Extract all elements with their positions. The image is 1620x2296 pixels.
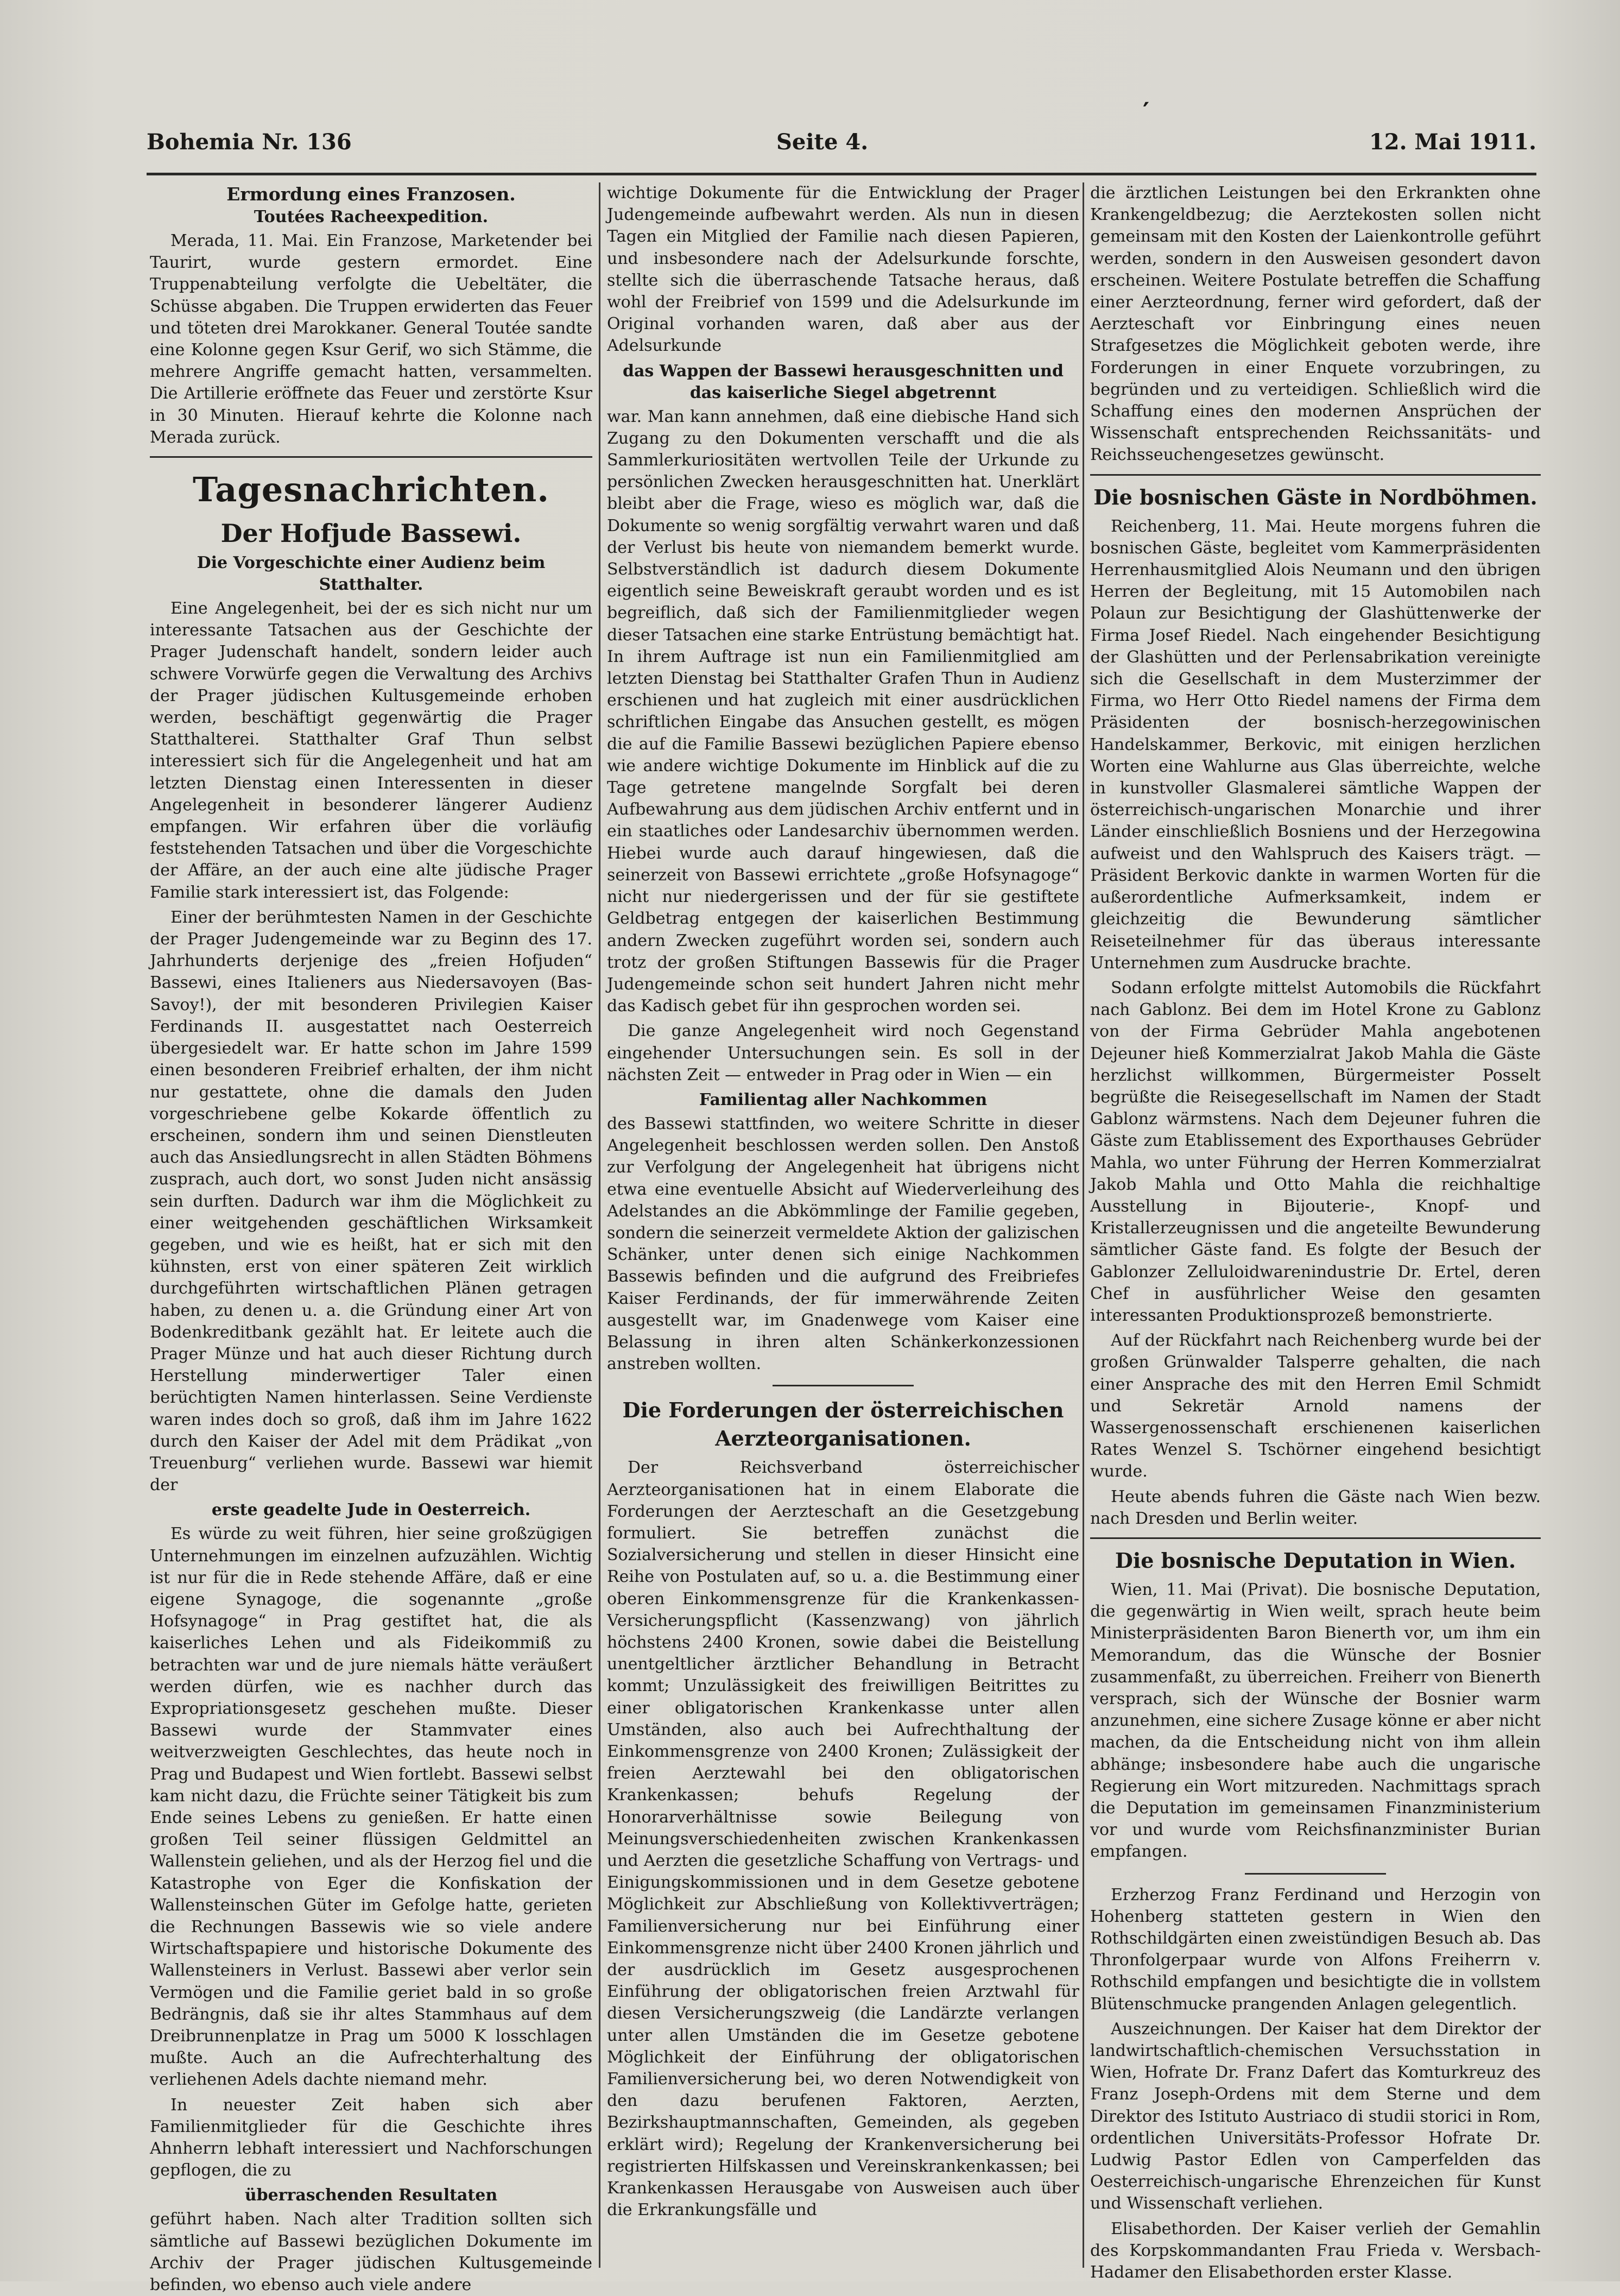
article-text: wichtige Dokumente für die Entwicklung der Prager Judengemeinde aufbewahrt werden. Als nun in diesen Tagen ein Mitglied der Familie nach diesen Papieren, und insbesondere nach der Adelsurkunde forschte, stellte sich die überraschende Tatsache heraus, daß wohl der Freibrief von 1599 und die Adelsurkunde im Original vorhanden waren, daß aber aus der Adelsurkunde	[607, 184, 1079, 356]
article-title-bosnische-gaeste: Die bosnischen Gäste in Nordböhmen.	[1093, 484, 1537, 509]
article-text: Wien, 11. Mai (Privat). Die bosnische Deputation, die gegenwärtig in Wien weilt, sprach heute beim Ministerpräsidenten Baron Bienerth vor, um ihm ein Memorandum, das die Wünsche der Bosnier zusammenfaßt, zu überreichen. Freiherr von Bienerth versprach, sich der Wünsche der Bosnier warm anzunehmen, eine sichere Zusage könne er aber nicht machen, da die Entscheidung nicht von ihm allein abhänge; insbesondere habe auch die ungarische Regierung ein Wort mitzureden. Nachmittags sprach die Deputation im gemeinsamen Finanzministerium vor und wurde vom Reichsfinanzminister Burian empfangen.	[1090, 1580, 1541, 1862]
article-text: In neuester Zeit haben sich aber Familienmitglieder für die Geschichte ihres Ahnherrn lebhaft interessiert und Nachforschungen gepflogen, die zu	[150, 2095, 592, 2180]
section-rule	[150, 456, 592, 458]
article-text: Elisabethorden. Der Kaiser verlieh der Gemahlin des Korpskommandanten Frau Frieda v. Wersbach-Hadamer den Elisabethorden erster Klasse.	[1090, 2219, 1541, 2282]
article-text: Die ganze Angelegenheit wird noch Gegenstand eingehender Untersuchungen sein. Es soll in der nächsten Zeit — entweder in Prag oder in Wien — ein	[607, 1021, 1079, 1084]
article-subtitle-ermordung: Toutées Racheexpedition.	[254, 207, 489, 226]
article-text: des Bassewi stattfinden, wo weitere Schritte in dieser Angelegenheit beschlossen werden sollen. Den Anstoß zur Verfolgung der Angelegenheit hat übrigens nicht etwa eine eventuelle Absicht auf Wiederverleihung des Adelstandes an die Abkömmlinge der Familie gegeben, sondern die seinerzeit vermeldete Aktion der galizischen Schänker, unter denen sich einige Nachkommen Bassewis befinden und die aufgrund des Freibriefes Kaiser Ferdinands, der für immerwährende Zeiten ausgestellt war, im Gnadenwege vom Kaiser eine Belassung in ihren alten Schänkerkonzessionen anstreben wollten.	[607, 1114, 1079, 1374]
article-text: Der Reichsverband österreichischer Aerzteorganisationen hat in einem Elaborate die Forderungen der Aerzteschaft an die Gesetzgebung formuliert. Sie betreffen zunächst die Sozialversicherung und stellen in dieser Hinsicht eine Reihe von Postulaten auf, so u. a. die Bestimmung einer oberen Einkommensgrenze für die Krankenkassen-Versicherungspflicht (Kassenzwang) von jährlich höchstens 2400 Kronen, sowie dabei die Beistellung unentgeltlicher ärztlicher Behandlung in Betracht kommt; Unzulässigkeit des freiwilligen Beitrittes zu einer obligatorischen Krankenkasse unter allen Umständen, also auch bei Aufrechthaltung der Einkommensgrenze von 2400 Kronen; Zulässigkeit der freien Aerztewahl bei den obligatorischen Krankenkassen; behufs Regelung der Honorarverhältnisse sowie Beilegung von Meinungsverschiedenheiten zwischen Krankenkassen und Aerzten die gesetzliche Schaffung von Vertrags- und Einigungskommissionen und in dem Gesetze gebotene Möglichkeit zur Abschließung von Kollektivverträgen; Familienversicherung nur bei Einführung einer Einkommensgrenze nicht über 2400 Kronen jährlich und der ausdrücklich im Gesetz ausgesprochenen Einführung der obligatorischen freien Arztwahl für diesen Versicherungszweig (die Landärzte verlangen unter allen Umständen die im Gesetze gebotene Möglichkeit der Einführung der obligatorischen Familienversicherung bei, wo deren Notwendigkeit von den dazu berufenen Faktoren, Aerzten, Bezirkshauptmannschaften, Gemeinden, als gegeben erklärt wird); Regelung der Krankenversicherung bei registrierten Hilfskassen und Vereinskrankenkassen; bei Krankenkassen Herausgabe von Ausweisen auch über die Erkrankungsfälle und	[607, 1458, 1079, 2220]
page-header	[147, 129, 1536, 167]
article-emphasis: Familientag aller Nachkommen	[699, 1090, 988, 1109]
article-text: Heute abends fuhren die Gäste nach Wien bezw. nach Dresden und Berlin weiter.	[1090, 1487, 1541, 1528]
article-title-bassewi: Der Hofjude Bassewi.	[220, 519, 522, 548]
article-text: Einer der berühmtesten Namen in der Geschichte der Prager Judengemeinde war zu Beginn des 17. Jahrhunderts derjenige des „freien Hofjuden“ Bassewi, eines Italieners aus Niedersavoyen (Bas-Savoy!), der mit besonderen Privilegien Kaiser Ferdinands II. ausgestattet nach Oesterreich übergesiedelt war. Er hatte schon im Jahre 1599 einen besonderen Freibrief erhalten, der ihm nicht nur gestattete, ohne die damals den Juden vorgeschriebene gelbe Kokarde öffentlich zu erscheinen, sondern ihm und seinen Dienstleuten auch das Ansiedlungsrecht in allen Städten Böhmens zusprach, auch dort, wo sonst Juden nicht ansässig sein durften. Dadurch war ihm die Möglichkeit zu einer weitgehenden geschäftlichen Wirksamkeit gegeben, und wie es heißt, hat er sich mit den kühnsten, erst von einer späteren Zeit wirklich durchgeführten wirtschaftlichen Plänen getragen haben, zu denen u. a. die Gründung einer Art von Bodenkreditbank gezählt hat. Er leitete auch die Prager Münze und hat auch dieser Richtung durch Herstellung minderwertiger Taler einen berüchtigten Namen hinterlassen. Seine Verdienste waren indes doch so groß, daß ihm im Jahre 1622 durch den Kaiser der Adel mit dem Prädikat „von Treuenburg“ verliehen wurde. Bassewi war hiemit der	[150, 907, 592, 1495]
column-divider-2	[1083, 182, 1084, 2268]
section-title: Tagesnachrichten.	[193, 470, 549, 510]
article-text: Erzherzog Franz Ferdinand und Herzogin von Hohenberg statteten gestern in Wien den Rothschildgärten einen zweistündigen Besuch ab. Das Thronfolgerpaar wurde von Alfons Freiherrn v. Rothschild empfangen und besichtigte die in vollstem Blütenschmucke prangenden Anlagen gelegentlich.	[1090, 1885, 1541, 2014]
section-rule	[1090, 474, 1541, 476]
column-3	[1090, 182, 1541, 2282]
article-text: die ärztlichen Leistungen bei den Erkrankten ohne Krankengeldbezug; die Aerztekosten sollen nicht gemeinsam mit den Kosten der Laienkontrolle geführt werden, sondern in den Ausweisen gesondert davon erscheinen. Weitere Postulate betreffen die Schaffung einer Aerzteordnung, ferner wird gefordert, daß der Aerzteschaft vor Einbringung eines neuen Strafgesetzes die Möglichkeit geboten werde, ihre Forderungen in einer Enquete vorzubringen, zu begründen und zu verteidigen. Schließlich wird die Schaffung eines den modernen Ansprüchen der Wissenschaft entsprechenden Reichssanitäts- und Reichsseuchengesetzes gewünscht.	[1090, 184, 1541, 465]
article-text: Sodann erfolgte mittelst Automobils die Rückfahrt nach Gablonz. Bei dem im Hotel Krone zu Gablonz von der Firma Gebrüder Mahla angebotenen Dejeuner hieß Kommerzialrat Jakob Mahla die Gäste herzlichst willkommen, Bürgermeister Posselt begrüßte die Reisegesellschaft im Namen der Stadt Gablonz wärmstens. Nach dem Dejeuner fuhren die Gäste zum Etablissement des Exporthauses Gebrüder Mahla, wo unter Führung der Herren Kommerzialrat Jakob Mahla und Otto Mahla die reichhaltige Ausstellung in Bijouterie-, Knopf- und Kristallerzeugnissen und die angeteilte Bewunderung sämtlicher Gäste fand. Es folgte der Besuch der Gablonzer Zelluloidwarenindustrie Dr. Ertel, deren Chef in ausführlicher Weise den gesamten interessanten Produktionsprozeß bemonstrierte.	[1090, 978, 1541, 1325]
article-title-bosnische-deputation: Die bosnische Deputation in Wien.	[1115, 1548, 1516, 1573]
separator-rule	[1245, 1873, 1386, 1875]
section-rule	[1090, 1537, 1541, 1539]
column-2	[607, 182, 1079, 2268]
article-title-ermordung: Ermordung eines Franzosen.	[226, 184, 516, 205]
article-emphasis: das Wappen der Bassewi herausgeschnitten und das kaiserliche Siegel abgetrennt	[623, 361, 1064, 402]
article-text: Reichenberg, 11. Mai. Heute morgens fuhren die bosnischen Gäste, begleitet vom Kammerpräsidenten Herrenhausmitglied Alois Neumann und den übrigen Herren der Begleitung, mit 15 Automobilen nach Polaun zur Besichtigung der Glashüttenwerke der Firma Josef Riedel. Nach eingehender Besichtigung der Glashütten und der Perlensabrikation vereinigte sich die Gesellschaft in dem Musterzimmer der Firma, wo Herr Otto Riedel namens der Firma dem Präsidenten der bosnisch-herzegowinischen Handelskammer, Berkovic, mit einigen herzlichen Worten eine Wahlurne aus Glas überreichte, welche in kunstvoller Glasmalerei sämtliche Wappen der österreichisch-ungarischen Monarchie und ihrer Länder einschließlich Bosniens und der Herzegowina aufweist und den Wahlspruch des Kaisers trägt. — Präsident Berkovic dankte in warmen Worten für die außerordentliche Aufmerksamkeit, indem er gleichzeitig die Bewunderung sämtlicher Reiseteilnehmer für das überaus interessante Unternehmen zum Ausdrucke brachte.	[1090, 516, 1541, 973]
column-divider-1	[599, 182, 600, 2268]
article-subtitle-bassewi: Die Vorgeschichte einer Audienz beim Statthalter.	[197, 553, 546, 595]
separator-rule	[773, 1385, 914, 1386]
header-page-number: Seite 4.	[776, 129, 869, 155]
column-1	[150, 182, 592, 2295]
article-emphasis: erste geadelte Jude in Oesterreich.	[211, 1500, 531, 1520]
article-text: Eine Angelegenheit, bei der es sich nicht nur um interessante Tatsachen aus der Geschichte der Prager Judenschaft handelt, sondern leider auch schwere Vorwürfe gegen die Verwaltung des Archivs der Prager jüdischen Kultusgemeinde erhoben werden, beschäftigt gegenwärtig die Prager Statthalterei. Statthalter Graf Thun selbst interessiert sich für die Angelegenheit und hat am letzten Dienstag einen Interessenten in dieser Angelegenheit in besonderer längerer Audienz empfangen. Wir erfahren über die vorläufig feststehenden Tatsachen und über die Vorgeschichte der Affäre, an der auch eine alte jüdische Prager Familie stark interessiert ist, das Folgende:	[150, 599, 592, 902]
ink-mark: ′	[1143, 97, 1150, 126]
article-text: Auszeichnungen. Der Kaiser hat dem Direktor der landwirtschaftlich-chemischen Versuchsstation in Wien, Hofrate Dr. Franz Dafert das Komturkreuz des Franz Joseph-Ordens mit dem Sterne und dem Direktor des Istituto Austriaco di studii storici in Rom, ordentlichen Universitäts-Professor Hofrate Dr. Ludwig Pastor Edlen von Camperfelden das Oesterreichisch-ungarische Ehrenzeichen für Kunst und Wissenschaft verliehen.	[1090, 2019, 1541, 2213]
article-text: Es würde zu weit führen, hier seine großzügigen Unternehmungen im einzelnen aufzuzählen. Wichtig ist nur für die in Rede stehende Affäre, daß er eine eigene Synagoge, die sogenannte „große Hofsynagoge“ in Prag gestiftet hat, die als kaiserliches Lehen und als Fideikommiß zu betrachten war und de jure niemals hätte veräußert werden dürfen, wie es nachher durch das Expropriationsgesetz geschehen mußte. Dieser Bassewi wurde der Stammvater eines weitverzweigten Geschlechtes, das heute noch in Prag und Budapest und Wien fortlebt. Bassewi selbst kam nicht dazu, die Früchte seiner Tätigkeit bis zum Ende seines Lebens zu genießen. Er hatte einen großen Teil seiner flüssigen Geldmittel an Wallenstein geliehen, und als der Herzog fiel und die Katastrophe von Eger die Konfiskation der Wallensteinschen Güter im Gefolge hatte, gerieten die Rechnungen Bassewis wie so viele andere Wirtschaftspapiere und historische Dokumente des Wallensteiners in Verlust. Bassewi aber verlor sein Vermögen und die Familie geriet bald in so große Bedrängnis, daß sie ihr altes Stammhaus auf dem Dreibrunnenplatze in Prag um 5000 K losschlagen mußte. Auch an die Aufrechterhaltung des verliehenen Adels dachte niemand mehr.	[150, 1524, 592, 2090]
article-emphasis: überraschenden Resultaten	[244, 2186, 498, 2205]
article-text: Merada, 11. Mai. Ein Franzose, Marketender bei Taurirt, wurde gestern ermordet. Eine Truppenabteilung verfolgte die Uebeltäter, die Schüsse abgaben. Die Truppen erwiderten das Feuer und töteten drei Marokkaner. General Toutée sandte eine Kolonne gegen Ksur Gerif, wo sich Stämme, die mehrere Angriffe gemacht hatten, versammelten. Die Artillerie eröffnete das Feuer und zerstörte Ksur in 30 Minuten. Hierauf kehrte die Kolonne nach Merada zurück.	[150, 231, 592, 447]
header-issue: Bohemia Nr. 136	[147, 129, 352, 155]
article-text: Auf der Rückfahrt nach Reichenberg wurde bei der großen Grünwalder Talsperre gehalten, die nach einer Ansprache des mit den Herren Emil Schmidt und Sekretär Arnold namens der Wassergenossenschaft erschienenen kaiserlichen Rates Wenzel S. Tschörner eingehend besichtigt wurde.	[1090, 1331, 1541, 1481]
header-rule	[147, 173, 1536, 175]
article-text: geführt haben. Nach alter Tradition sollten sich sämtliche auf Bassewi bezüglichen Dokumente im Archiv der Prager jüdischen Kultusgemeinde befinden, wo ebenso auch viele andere	[150, 2210, 592, 2295]
article-title-aerzte: Die Forderungen der österreichischen Aerzteorganisationen.	[622, 1398, 1064, 1451]
header-date: 12. Mai 1911.	[1369, 129, 1536, 155]
article-text: war. Man kann annehmen, daß eine diebische Hand sich Zugang zu den Dokumenten verschafft und die als Sammlerkuriositäten wertvollen Teile der Urkunde zu persönlichen Zwecken herausgeschnitten hat. Unerklärt bleibt aber die Frage, wieso es möglich war, daß die Dokumente so wenig sorgfältig verwahrt waren und daß der Verlust bis heute von niemandem bemerkt wurde. Selbstverständlich ist dadurch diesem Dokumente eigentlich seine Beweiskraft geraubt worden und es ist begreiflich, daß sich der Familienmitglieder wegen dieser Tatsachen eine starke Entrüstung bemächtigt hat. In ihrem Auftrage ist nun ein Familienmitglied am letzten Dienstag bei Statthalter Grafen Thun in Audienz erschienen und hat zugleich mit einer ausdrücklichen schriftlichen Eingabe das Ansuchen gestellt, es mögen die auf die Familie Bassewi bezüglichen Papiere ebenso wie andere wichtige Dokumente im Hinblick auf die zu Tage getretene mangelnde Sorgfalt bei deren Aufbewahrung aus dem jüdischen Archiv entfernt und in ein staatliches oder Landesarchiv übernommen werden. Hiebei wurde auch darauf hingewiesen, daß die seinerzeit von Bassewi errichtete „große Hofsynagoge“ nicht nur niedergerissen und der für sie gestiftete Geldbetrag entgegen der kaiserlichen Bestimmung andern Zwecken zugeführt worden sei, sondern auch trotz der großen Stiftungen Bassewis für die Prager Judengemeinde schon seit hundert Jahren nicht mehr das Kadisch gebet für ihn gesprochen worden sei.	[607, 407, 1079, 1016]
